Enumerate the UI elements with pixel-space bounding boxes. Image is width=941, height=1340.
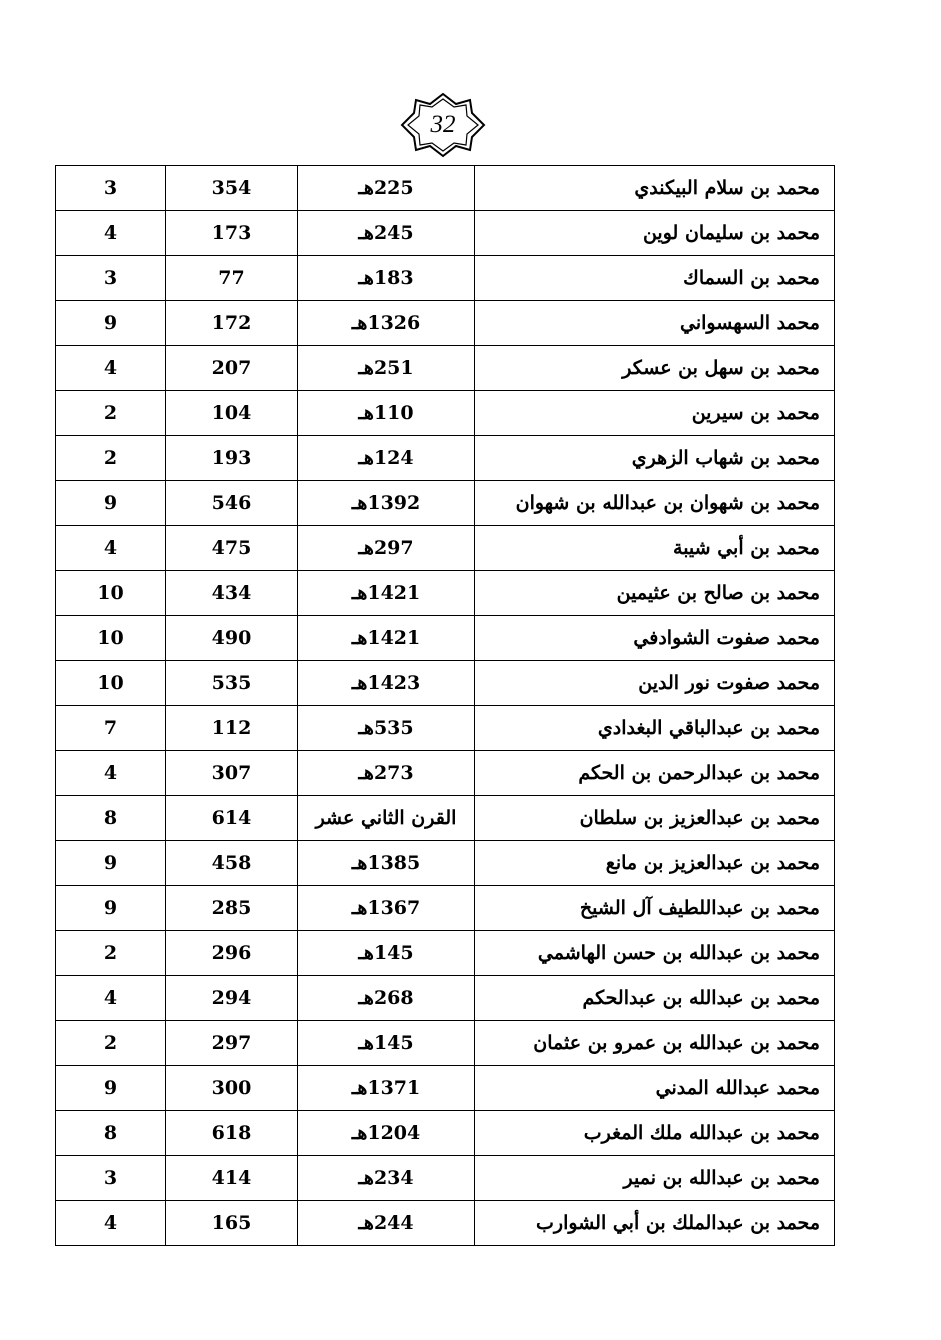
part-cell: 2	[56, 391, 166, 436]
date-cell: 1421هـ	[298, 571, 475, 616]
name-cell: محمد بن سليمان لوين	[475, 211, 835, 256]
table-row	[56, 571, 835, 616]
date-cell: 535هـ	[298, 706, 475, 751]
date-cell: 251هـ	[298, 346, 475, 391]
part-cell: 4	[56, 211, 166, 256]
name-cell: محمد بن عبدالعزيز بن سلطان	[475, 796, 835, 841]
table-row	[56, 886, 835, 931]
part-cell: 9	[56, 301, 166, 346]
date-cell: 1392هـ	[298, 481, 475, 526]
page-number: 32	[430, 111, 456, 138]
page-cell: 285	[166, 886, 298, 931]
table-row	[56, 301, 835, 346]
part-cell: 9	[56, 886, 166, 931]
part-cell: 9	[56, 481, 166, 526]
table-row	[56, 391, 835, 436]
part-cell: 2	[56, 1021, 166, 1066]
table-row	[56, 1156, 835, 1201]
name-cell: محمد بن سيرين	[475, 391, 835, 436]
date-cell: 183هـ	[298, 256, 475, 301]
page-cell: 296	[166, 931, 298, 976]
page-cell: 77	[166, 256, 298, 301]
name-cell: محمد عبدالله المدني	[475, 1066, 835, 1111]
name-cell: محمد بن عبدالملك بن أبي الشوارب	[475, 1201, 835, 1246]
part-cell: 2	[56, 436, 166, 481]
page-cell: 490	[166, 616, 298, 661]
name-cell: محمد صفوت الشوادفي	[475, 616, 835, 661]
page-cell: 618	[166, 1111, 298, 1156]
date-cell: 1421هـ	[298, 616, 475, 661]
name-cell: محمد بن عبدالله بن عبدالحكم	[475, 976, 835, 1021]
name-cell: محمد بن شهاب الزهري	[475, 436, 835, 481]
page-cell: 172	[166, 301, 298, 346]
date-cell: 297هـ	[298, 526, 475, 571]
part-cell: 3	[56, 256, 166, 301]
page-cell: 294	[166, 976, 298, 1021]
date-cell: القرن الثاني عشر	[298, 796, 475, 841]
page-cell: 434	[166, 571, 298, 616]
name-cell: محمد بن أبي شيبة	[475, 526, 835, 571]
table-row	[56, 526, 835, 571]
part-cell: 8	[56, 796, 166, 841]
table-row	[56, 256, 835, 301]
part-cell: 9	[56, 1066, 166, 1111]
name-cell: محمد بن عبدالباقي البغدادي	[475, 706, 835, 751]
name-cell: محمد بن سهل بن عسكر	[475, 346, 835, 391]
part-cell: 7	[56, 706, 166, 751]
name-cell: محمد بن شهوان بن عبدالله بن شهوان	[475, 481, 835, 526]
name-cell: محمد بن عبدالعزيز بن مانع	[475, 841, 835, 886]
date-cell: 273هـ	[298, 751, 475, 796]
table-row	[56, 211, 835, 256]
page-cell: 112	[166, 706, 298, 751]
table-row	[56, 661, 835, 706]
date-cell: 234هـ	[298, 1156, 475, 1201]
part-cell: 10	[56, 661, 166, 706]
table-row	[56, 346, 835, 391]
date-cell: 145هـ	[298, 931, 475, 976]
table-row	[56, 616, 835, 661]
part-cell: 4	[56, 526, 166, 571]
part-cell: 9	[56, 841, 166, 886]
table-row	[56, 1066, 835, 1111]
table-row	[56, 706, 835, 751]
table-row	[56, 481, 835, 526]
part-cell: 8	[56, 1111, 166, 1156]
part-cell: 3	[56, 166, 166, 211]
part-cell: 3	[56, 1156, 166, 1201]
part-cell: 10	[56, 616, 166, 661]
name-cell: محمد صفوت نور الدين	[475, 661, 835, 706]
page-cell: 207	[166, 346, 298, 391]
part-cell: 2	[56, 931, 166, 976]
table-row	[56, 1111, 835, 1156]
table-row	[56, 166, 835, 211]
part-cell: 4	[56, 976, 166, 1021]
page-cell: 354	[166, 166, 298, 211]
table-row	[56, 796, 835, 841]
date-cell: 1423هـ	[298, 661, 475, 706]
page-cell: 104	[166, 391, 298, 436]
date-cell: 1204هـ	[298, 1111, 475, 1156]
table-row	[56, 1021, 835, 1066]
page-cell: 414	[166, 1156, 298, 1201]
page-cell: 475	[166, 526, 298, 571]
page-cell: 546	[166, 481, 298, 526]
page-cell: 193	[166, 436, 298, 481]
name-cell: محمد بن عبدالرحمن بن الحكم	[475, 751, 835, 796]
name-cell: محمد بن السماك	[475, 256, 835, 301]
date-cell: 124هـ	[298, 436, 475, 481]
table-row	[56, 751, 835, 796]
page-cell: 297	[166, 1021, 298, 1066]
table-row	[56, 1201, 835, 1246]
page-cell: 614	[166, 796, 298, 841]
date-cell: 110هـ	[298, 391, 475, 436]
date-cell: 244هـ	[298, 1201, 475, 1246]
name-cell: محمد بن عبدالله ملك المغرب	[475, 1111, 835, 1156]
table-row	[56, 976, 835, 1021]
page-cell: 300	[166, 1066, 298, 1111]
page-cell: 173	[166, 211, 298, 256]
name-cell: محمد بن عبدالله بن نمير	[475, 1156, 835, 1201]
table-row	[56, 931, 835, 976]
date-cell: 145هـ	[298, 1021, 475, 1066]
name-cell: محمد بن عبدالله بن عمرو بن عثمان	[475, 1021, 835, 1066]
part-cell: 4	[56, 1201, 166, 1246]
name-cell: محمد بن سلام البيكندي	[475, 166, 835, 211]
page-number-badge	[400, 92, 486, 158]
index-table	[55, 165, 835, 1246]
page-cell: 535	[166, 661, 298, 706]
page-cell: 165	[166, 1201, 298, 1246]
date-cell: 1367هـ	[298, 886, 475, 931]
name-cell: محمد بن عبدالله بن حسن الهاشمي	[475, 931, 835, 976]
part-cell: 4	[56, 751, 166, 796]
part-cell: 4	[56, 346, 166, 391]
date-cell: 245هـ	[298, 211, 475, 256]
date-cell: 1326هـ	[298, 301, 475, 346]
date-cell: 1371هـ	[298, 1066, 475, 1111]
date-cell: 268هـ	[298, 976, 475, 1021]
date-cell: 225هـ	[298, 166, 475, 211]
name-cell: محمد بن صالح بن عثيمين	[475, 571, 835, 616]
table-row	[56, 436, 835, 481]
date-cell: 1385هـ	[298, 841, 475, 886]
page-cell: 458	[166, 841, 298, 886]
name-cell: محمد بن عبداللطيف آل الشيخ	[475, 886, 835, 931]
part-cell: 10	[56, 571, 166, 616]
index-table-body	[56, 166, 835, 1246]
table-row	[56, 841, 835, 886]
name-cell: محمد السهسواني	[475, 301, 835, 346]
page-cell: 307	[166, 751, 298, 796]
